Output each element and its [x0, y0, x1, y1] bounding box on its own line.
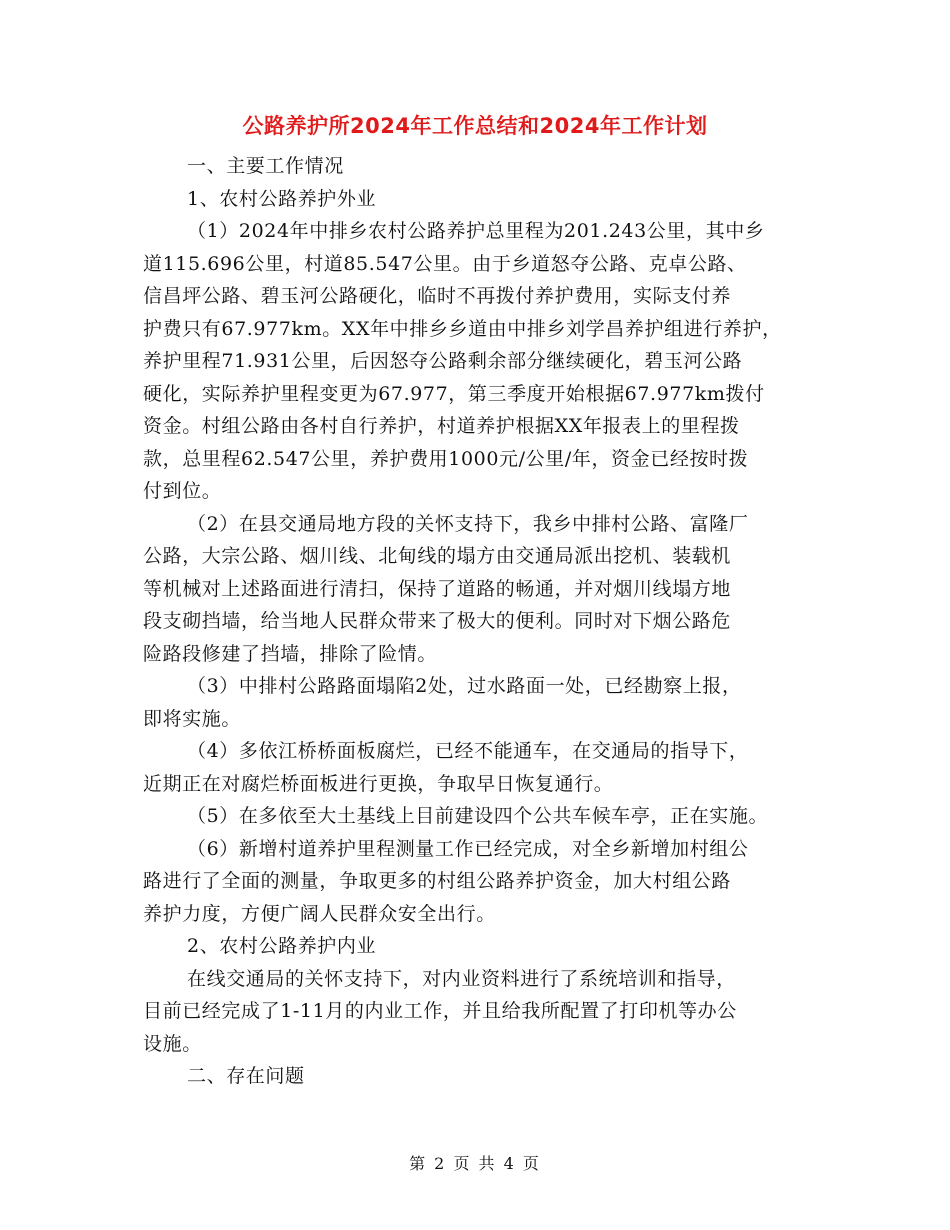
text-line: 一、主要工作情况 [187, 155, 344, 177]
text-line: 付到位。 [143, 480, 222, 502]
text-line: （2）在县交通局地方段的关怀支持下，我乡中排村公路、富隆厂 [187, 512, 749, 535]
text-line: 信昌坪公路、碧玉河公路硬化，临时不再拨付养护费用，实际支付养 [143, 285, 732, 307]
document-body [143, 150, 823, 1093]
text-line: 2、农村公路养护内业 [187, 935, 377, 957]
text-line: 等机械对上述路面进行清扫，保持了道路的畅通，并对烟川线塌方地 [143, 577, 732, 600]
text-line: 路进行了全面的测量，争取更多的村组公路养护资金，加大村组公路 [143, 870, 732, 892]
text-line: （1）2024年中排乡农村公路养护总里程为201.243公里，其中乡 [187, 220, 765, 242]
text-line: 硬化，实际养护里程变更为67.977，第三季度开始根据67.977km拨付 [143, 382, 765, 405]
text-line: 公路，大宗公路、烟川线、北甸线的塌方由交通局派出挖机、装载机 [143, 545, 732, 567]
text-line: 设施。 [143, 1032, 202, 1055]
text-line: 目前已经完成了1-11月的内业工作，并且给我所配置了打印机等办公 [143, 1000, 737, 1022]
text-line: 在线交通局的关怀支持下，对内业资料进行了系统培训和指导， [187, 967, 736, 990]
document-title: 公路养护所2024年工作总结和2024年工作计划 [242, 114, 708, 138]
text-line: 款，总里程62.547公里，养护费用1000元/公里/年，资金已经按时拨 [143, 447, 749, 470]
text-line: （4）多依江桥桥面板腐烂，已经不能通车，在交通局的指导下， [187, 740, 749, 762]
text-line: 险路段修建了挡墙，排除了险情。 [143, 642, 438, 665]
text-line: 1、农村公路养护外业 [187, 187, 377, 210]
text-line: （3）中排村公路路面塌陷2处，过水路面一处，已经勘察上报， [187, 675, 742, 697]
text-line: 养护里程71.931公里，后因怒夺公路剩余部分继续硬化，碧玉河公路 [143, 350, 743, 372]
text-line: 二、存在问题 [187, 1065, 305, 1087]
text-line: 护费只有67.977km。XX年中排乡乡道由中排乡刘学昌养护组进行养护， [143, 317, 782, 340]
text-line: （5）在多依至大土基线上目前建设四个公共车候车亭，正在实施。 [187, 805, 769, 827]
text-line: 段支砌挡墙，给当地人民群众带来了极大的便利。同时对下烟公路危 [143, 610, 732, 632]
text-line: （6）新增村道养护里程测量工作已经完成，对全乡新增加村组公 [187, 837, 749, 860]
text-line: 资金。村组公路由各村自行养护，村道养护根据XX年报表上的里程拨 [143, 415, 740, 437]
text-line: 近期正在对腐烂桥面板进行更换，争取早日恢复通行。 [143, 772, 614, 795]
text-line: 即将实施。 [143, 707, 242, 730]
text-line: 道115.696公里，村道85.547公里。由于乡道怒夺公路、克卓公路、 [143, 252, 747, 275]
page-footer: 第 2 页 共 4 页 [409, 1154, 541, 1173]
text-line: 养护力度，方便广阔人民群众安全出行。 [143, 902, 496, 925]
